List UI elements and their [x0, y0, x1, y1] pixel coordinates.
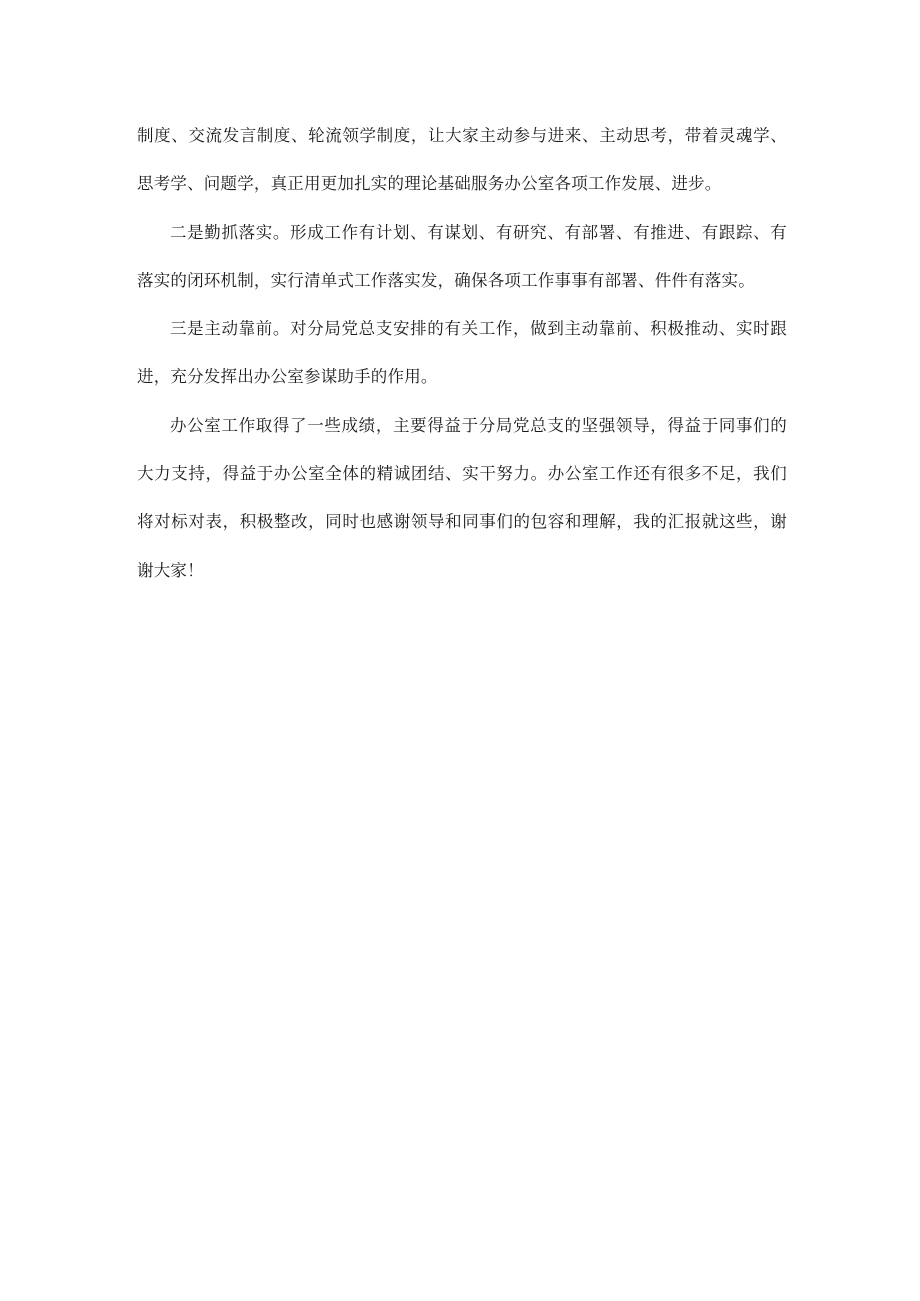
paragraph-continued: 制度、交流发言制度、轮流领学制度，让大家主动参与进来、主动思考，带着灵魂学、思考学、问题学，真正用更加扎实的理论基础服务办公室各项工作发展、进步。 [137, 126, 787, 194]
document-body [137, 112, 787, 595]
paragraph-proactive: 三是主动靠前。对分局党总支安排的有关工作，做到主动靠前、积极推动、实时跟进，充分发挥出办公室参谋助手的作用。 [137, 319, 787, 387]
paragraph-closing: 办公室工作取得了一些成绩，主要得益于分局党总支的坚强领导，得益于同事们的大力支持，得益于办公室全体的精诚团结、实干努力。办公室工作还有很多不足，我们将对标对表，积极整改，同时也感谢领导和同事们的包容和理解，我的汇报就这些，谢谢大家！ [137, 415, 787, 580]
paragraph-implementation: 二是勤抓落实。形成工作有计划、有谋划、有研究、有部署、有推进、有跟踪、有落实的闭环机制，实行清单式工作落实发，确保各项工作事事有部署、件件有落实。 [137, 222, 787, 290]
